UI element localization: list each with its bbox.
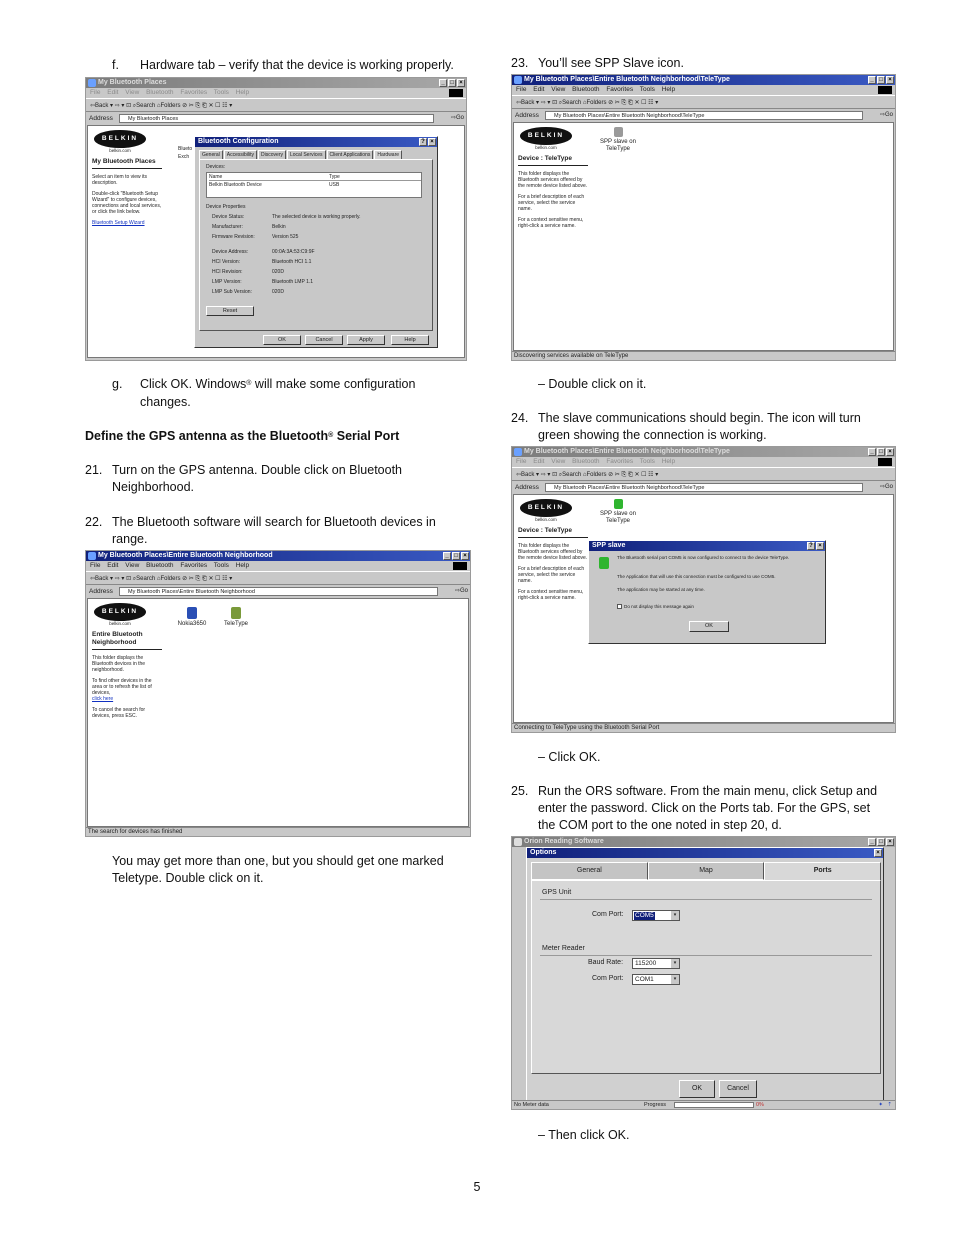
step-24-marker: 24. [511,411,529,425]
step-25-text-line2: enter the password. Click on the Ports tab. For the GPS, set [538,801,871,815]
column-name: Name [209,174,223,180]
apply-button[interactable]: Apply [347,335,385,345]
device-item-nokia[interactable] [168,607,216,628]
go-button[interactable]: ⇨Go [879,112,893,118]
address-input[interactable]: My Bluetooth Places [119,114,434,123]
heading-part: Serial Port [333,429,400,443]
property-name: Firmware Revision: [212,234,255,240]
antenna-icon: ⇡ [887,1102,892,1108]
status-bar [512,1100,895,1109]
dialog-message: The Application that will use this connection must be configured to use COM5. [617,574,776,579]
property-name: Device Address: [212,249,249,255]
close-icon[interactable]: × [816,542,824,550]
checkbox-icon[interactable] [617,604,622,609]
address-bar [86,113,466,124]
status-bar: Connecting to TeleType using the Bluetooth Serial Port [512,723,895,732]
minimize-icon[interactable]: _ [443,552,451,560]
menu-bar[interactable]: File Edit View Bluetooth Favorites Tools Help [90,562,250,569]
window-title: My Bluetooth Places\Entire Bluetooth Neighborhood\TeleType [524,448,730,455]
belkin-url: belkin.com [535,517,557,522]
tab-map[interactable]: Map [648,862,765,880]
baud-rate-value: 115200 [635,960,657,967]
property-value: Version 525 [272,234,299,240]
device-item-teletype[interactable] [212,607,260,628]
gear-icon: ✦ [878,1102,883,1108]
registered-mark: ® [328,432,334,439]
toolbar[interactable]: ⇦Back ▾ ⇨ ▾ ⊡ ⌕Search ⌂Folders ⊘ ✂ ⎘ ⎗ ✕ ☐ ☷ ▾ [86,571,470,585]
belkin-logo: BELKIN [94,130,146,148]
step-g-text [140,376,415,393]
sidebar-heading: Device : TeleType [518,527,588,538]
bluetooth-configuration-dialog [194,136,438,348]
step-22-marker: 22. [85,515,103,529]
screenshot-teletype-services [511,74,896,361]
step-23-marker: 23. [511,56,529,70]
maximize-icon[interactable]: □ [877,448,885,456]
explorer-content [87,125,465,358]
windows-logo [878,86,892,94]
sidebar-text: For a brief description of each service, select the service name. [518,566,585,584]
property-name: LMP Version: [212,279,242,285]
step-23-text: You’ll see SPP Slave icon. [538,56,684,70]
heading-part: Define the GPS antenna as the Bluetooth [85,429,329,443]
belkin-url: belkin.com [109,148,131,153]
page-number: 5 [473,1180,481,1194]
screenshot-spp-slave-dialog [511,446,896,733]
device-label: Nokia3650 [177,621,207,627]
device-row[interactable] [209,182,421,188]
sidebar-text: For a brief description of each service, select the service name. [518,194,585,212]
tab-general[interactable]: General [199,150,223,159]
sidebar-text: Double-click "Bluetooth Setup Wizard" to configure devices, connections and local services, or click the link below. [92,191,162,215]
step-22-text: The Bluetooth software will search for Bluetooth devices in [112,515,436,529]
screenshot-entire-neighborhood [85,550,471,837]
spp-plug-icon [614,127,623,137]
minimize-icon[interactable]: _ [868,838,876,846]
address-input[interactable]: My Bluetooth Places\Entire Bluetooth Neighborhood [119,587,438,596]
baud-rate-label: Baud Rate: [588,959,624,966]
tab-ports[interactable]: Ports [764,862,881,880]
status-meter-data: No Meter data [514,1102,549,1108]
close-icon[interactable]: × [461,552,469,560]
spp-slave-item[interactable] [594,127,642,153]
windows-logo [449,89,463,97]
hardware-panel [199,159,433,331]
window-title: My Bluetooth Places\Entire Bluetooth Neighborhood\TeleType [524,76,730,83]
dialog-title: SPP slave [592,542,626,549]
property-value: 020D [272,289,284,295]
service-label: SPP slave on TeleType [600,139,636,152]
after-22-text-line2: Teletype. Double click on it. [112,871,264,885]
baud-rate-select[interactable] [632,958,680,969]
sidebar-text: To find other devices in the area or to refresh the list of devices, [92,678,152,696]
belkin-logo: BELKIN [520,127,572,145]
sidebar-heading: My Bluetooth Places [92,158,162,169]
spp-plug-connected-icon [599,557,609,569]
step-21-text-line2: Neighborhood. [112,480,195,494]
sidebar-heading: Device : TeleType [518,155,588,166]
property-value: Belkin [272,224,286,230]
ok-button[interactable]: OK [263,335,301,345]
address-input[interactable]: My Bluetooth Places\Entire Bluetooth Neighborhood\TeleType [545,483,863,492]
step-f-text: Hardware tab – verify that the device is working properly. [140,58,454,72]
go-button[interactable]: ⇨Go [454,588,468,594]
explorer-content [513,494,894,723]
registered-mark: ® [246,380,252,387]
double-click-text: – Double click on it. [538,377,647,391]
belkin-url: belkin.com [109,621,131,626]
status-progress-label: Progress [644,1102,667,1108]
after-22-text: You may get more than one, but you should get one marked [112,854,444,868]
window-titlebar [512,837,895,847]
dialog-message: The Bluetooth serial port COM5 is now configured to connect to the device TeleType. [617,555,790,560]
close-icon[interactable]: × [457,79,465,87]
gps-com-port-select[interactable] [632,910,680,921]
gps-group [540,899,872,943]
help-button[interactable]: Help [391,335,429,345]
minimize-icon[interactable]: _ [868,76,876,84]
sidebar-text: For a context sensitive menu, right-click a service name. [518,217,584,229]
property-name: LMP Sub Version: [212,289,252,295]
column-type: Type [329,174,340,180]
explorer-sidebar [92,130,162,231]
reset-button[interactable]: Reset [206,306,254,316]
window-titlebar [512,447,895,457]
sidebar-text: This folder displays the Bluetooth devices in the neighborhood. [92,655,146,673]
gps-unit-label: GPS Unit [542,889,572,896]
bluetooth-icon [514,448,522,456]
meter-com-port-value: COM1 [635,976,654,983]
status-progress-percent: 0% [756,1102,764,1108]
close-icon[interactable]: × [886,448,894,456]
maximize-icon[interactable]: □ [877,76,885,84]
service-label: SPP slave on TeleType [600,511,636,524]
dialog-titlebar [527,848,883,858]
explorer-content [87,598,469,827]
checkbox-label: Do not display this message again [624,604,694,609]
step-g-text-part: Click OK. Windows [140,377,247,391]
ok-button[interactable]: OK [679,1080,715,1098]
close-icon[interactable]: × [874,849,882,857]
tab-client-applications[interactable]: Client Applications [327,150,374,159]
menu-bar[interactable]: File Edit View Bluetooth Favorites Tools Help [90,89,250,96]
progress-bar [674,1102,754,1108]
spp-slave-dialog [588,540,826,644]
window-titlebar [512,75,895,85]
window-title: My Bluetooth Places\Entire Bluetooth Neighborhood [98,552,273,559]
belkin-logo: BELKIN [94,603,146,621]
bluetooth-icon [88,79,96,87]
address-bar [86,586,470,597]
minimize-icon[interactable]: _ [868,448,876,456]
property-value: Bluetooth LMP 1.1 [272,279,314,285]
step-25-text: Run the ORS software. From the main menu, click Setup and [538,784,878,798]
dialog-titlebar [195,137,437,147]
cancel-button[interactable]: Cancel [305,335,343,345]
menu-bar[interactable]: File Edit View Bluetooth Favorites Tools Help [516,458,676,465]
tab-general[interactable]: General [531,862,648,880]
meter-reader-label: Meter Reader [542,945,585,952]
section-heading [85,428,399,445]
close-icon[interactable]: × [886,76,894,84]
dont-show-again-checkbox[interactable] [617,604,694,610]
property-value: 00:0A:3A:53:C9:9F [272,249,315,255]
maximize-icon[interactable]: □ [448,79,456,87]
window-title: My Bluetooth Places [98,79,167,86]
menu-bar[interactable]: File Edit View Bluetooth Favorites Tools Help [516,86,676,93]
dialog-title: Bluetooth Configuration [198,138,279,145]
screenshot-ors-options [511,836,896,1110]
windows-logo [878,458,892,466]
sidebar-text: This folder displays the Bluetooth services offered by the remote device listed above. [518,543,588,561]
window-title: Orion Reading Software [524,838,604,845]
background-item-label: Blueto [178,146,193,152]
property-name: Manufacturer: [212,224,243,230]
minimize-icon[interactable]: _ [439,79,447,87]
chevron-down-icon[interactable]: ▾ [671,959,679,968]
property-value: The selected device is working properly. [272,214,361,220]
devices-list-header [209,174,421,181]
maximize-icon[interactable]: □ [452,552,460,560]
windows-logo [453,562,467,570]
cancel-button[interactable]: Cancel [719,1080,757,1098]
step-24-text-line2: green showing the connection is working. [538,428,767,442]
sidebar-text: This folder displays the Bluetooth services offered by the remote device listed above. [518,171,588,189]
go-button[interactable]: ⇨Go [450,115,464,121]
window-titlebar [86,551,470,561]
step-25-text-line3: the COM port to the one noted in step 20, d. [538,818,782,832]
address-label: Address [89,115,113,122]
sidebar-heading: Entire Bluetooth Neighborhood [92,631,162,650]
address-label: Address [515,484,539,491]
options-tabs [531,862,881,880]
address-input[interactable]: My Bluetooth Places\Entire Bluetooth Neighborhood\TeleType [545,111,863,120]
step-f-marker: f. [112,58,119,72]
address-bar [512,110,895,121]
step-25-marker: 25. [511,784,529,798]
help-icon[interactable]: ? [419,138,427,146]
dialog-message: The application may be started at any time. [617,587,705,592]
toolbar[interactable]: ⇦Back ▾ ⇨ ▾ ⊡ ⌕Search ⌂Folders ⊘ ✂ ⎘ ⎗ ✕ ☐ ☷ ▾ [86,98,466,112]
background-item-label: Exch [178,154,190,160]
property-name: HCI Revision: [212,269,243,275]
maximize-icon[interactable]: □ [877,838,885,846]
gps-com-port-label: Com Port: [592,911,624,918]
address-bar [512,482,895,493]
toolbar[interactable]: ⇦Back ▾ ⇨ ▾ ⊡ ⌕Search ⌂Folders ⊘ ✂ ⎘ ⎗ ✕ ☐ ☷ ▾ [512,95,895,109]
belkin-logo: BELKIN [520,499,572,517]
dialog-titlebar [589,541,825,551]
bluetooth-icon [514,76,522,84]
spp-plug-connected-icon [614,499,623,509]
dialog-tabs [195,147,437,159]
explorer-sidebar [518,499,588,606]
help-icon[interactable]: ? [807,542,815,550]
device-type: USB [329,182,340,188]
explorer-content [513,122,894,351]
step-g-text-part: will make some configuration [251,377,416,391]
tab-hardware[interactable]: Hardware [374,150,402,159]
sidebar-text: To cancel the search for devices, press ESC. [92,707,146,719]
gps-com-port-value: COM5 [635,912,654,919]
step-21-text: Turn on the GPS antenna. Double click on Bluetooth [112,463,402,477]
explorer-sidebar [518,127,588,234]
bluetooth-icon [88,552,96,560]
property-value: 020D [272,269,284,275]
step-g-marker: g. [112,377,123,391]
phone-icon [187,607,197,619]
device-label: TeleType [223,621,248,627]
address-label: Address [89,588,113,595]
meter-com-port-label: Com Port: [592,975,624,982]
devices-label: Devices: [206,164,226,170]
toolbar[interactable]: ⇦Back ▾ ⇨ ▾ ⊡ ⌕Search ⌂Folders ⊘ ✂ ⎘ ⎗ ✕ ☐ ☷ ▾ [512,467,895,481]
chevron-down-icon[interactable]: ▾ [671,975,679,984]
refresh-link[interactable]: click here [92,696,114,702]
address-label: Address [515,112,539,119]
belkin-url: belkin.com [535,145,557,150]
go-button[interactable]: ⇨Go [879,484,893,490]
sidebar-text: For a context sensitive menu, right-click a service name. [518,589,584,601]
spp-slave-item[interactable] [594,499,642,525]
tab-accessibility[interactable]: Accessibility [224,150,257,159]
click-ok-text: – Click OK. [538,750,601,764]
step-g-text-line2: changes. [140,395,191,409]
screenshot-bluetooth-configuration [85,77,467,361]
device-icon [231,607,241,619]
property-name: HCI Version: [212,259,241,265]
step-24-text: The slave communications should begin. The icon will turn [538,411,861,425]
chevron-down-icon[interactable]: ▾ [671,911,679,920]
property-value: Bluetooth HCI 1.1 [272,259,312,265]
status-bar: The search for devices has finished [86,827,470,836]
device-name: Belkin Bluetooth Device [209,182,262,188]
ports-panel [531,880,881,1074]
meter-com-port-select[interactable] [632,974,680,985]
sidebar-text: Select an item to view its description. [92,174,148,186]
tab-local-services[interactable]: Local Services [287,150,326,159]
close-icon[interactable]: × [886,838,894,846]
dialog-title: Options [530,849,557,856]
step-21-marker: 21. [85,463,103,477]
explorer-sidebar [92,603,162,724]
app-icon [514,838,522,846]
close-icon[interactable]: × [428,138,436,146]
window-titlebar [86,78,466,88]
then-click-ok-text: – Then click OK. [538,1128,630,1142]
ok-button[interactable]: OK [689,621,729,632]
device-properties-label: Device Properties [206,204,246,210]
property-name: Device Status: [212,214,245,220]
tab-discovery[interactable]: Discovery [258,150,286,159]
status-bar: Discovering services available on TeleType [512,351,895,360]
setup-wizard-link[interactable]: Bluetooth Setup Wizard [92,220,145,226]
options-dialog [526,847,884,1103]
devices-list[interactable] [206,172,422,198]
step-22-text-line2: range. [112,532,148,546]
